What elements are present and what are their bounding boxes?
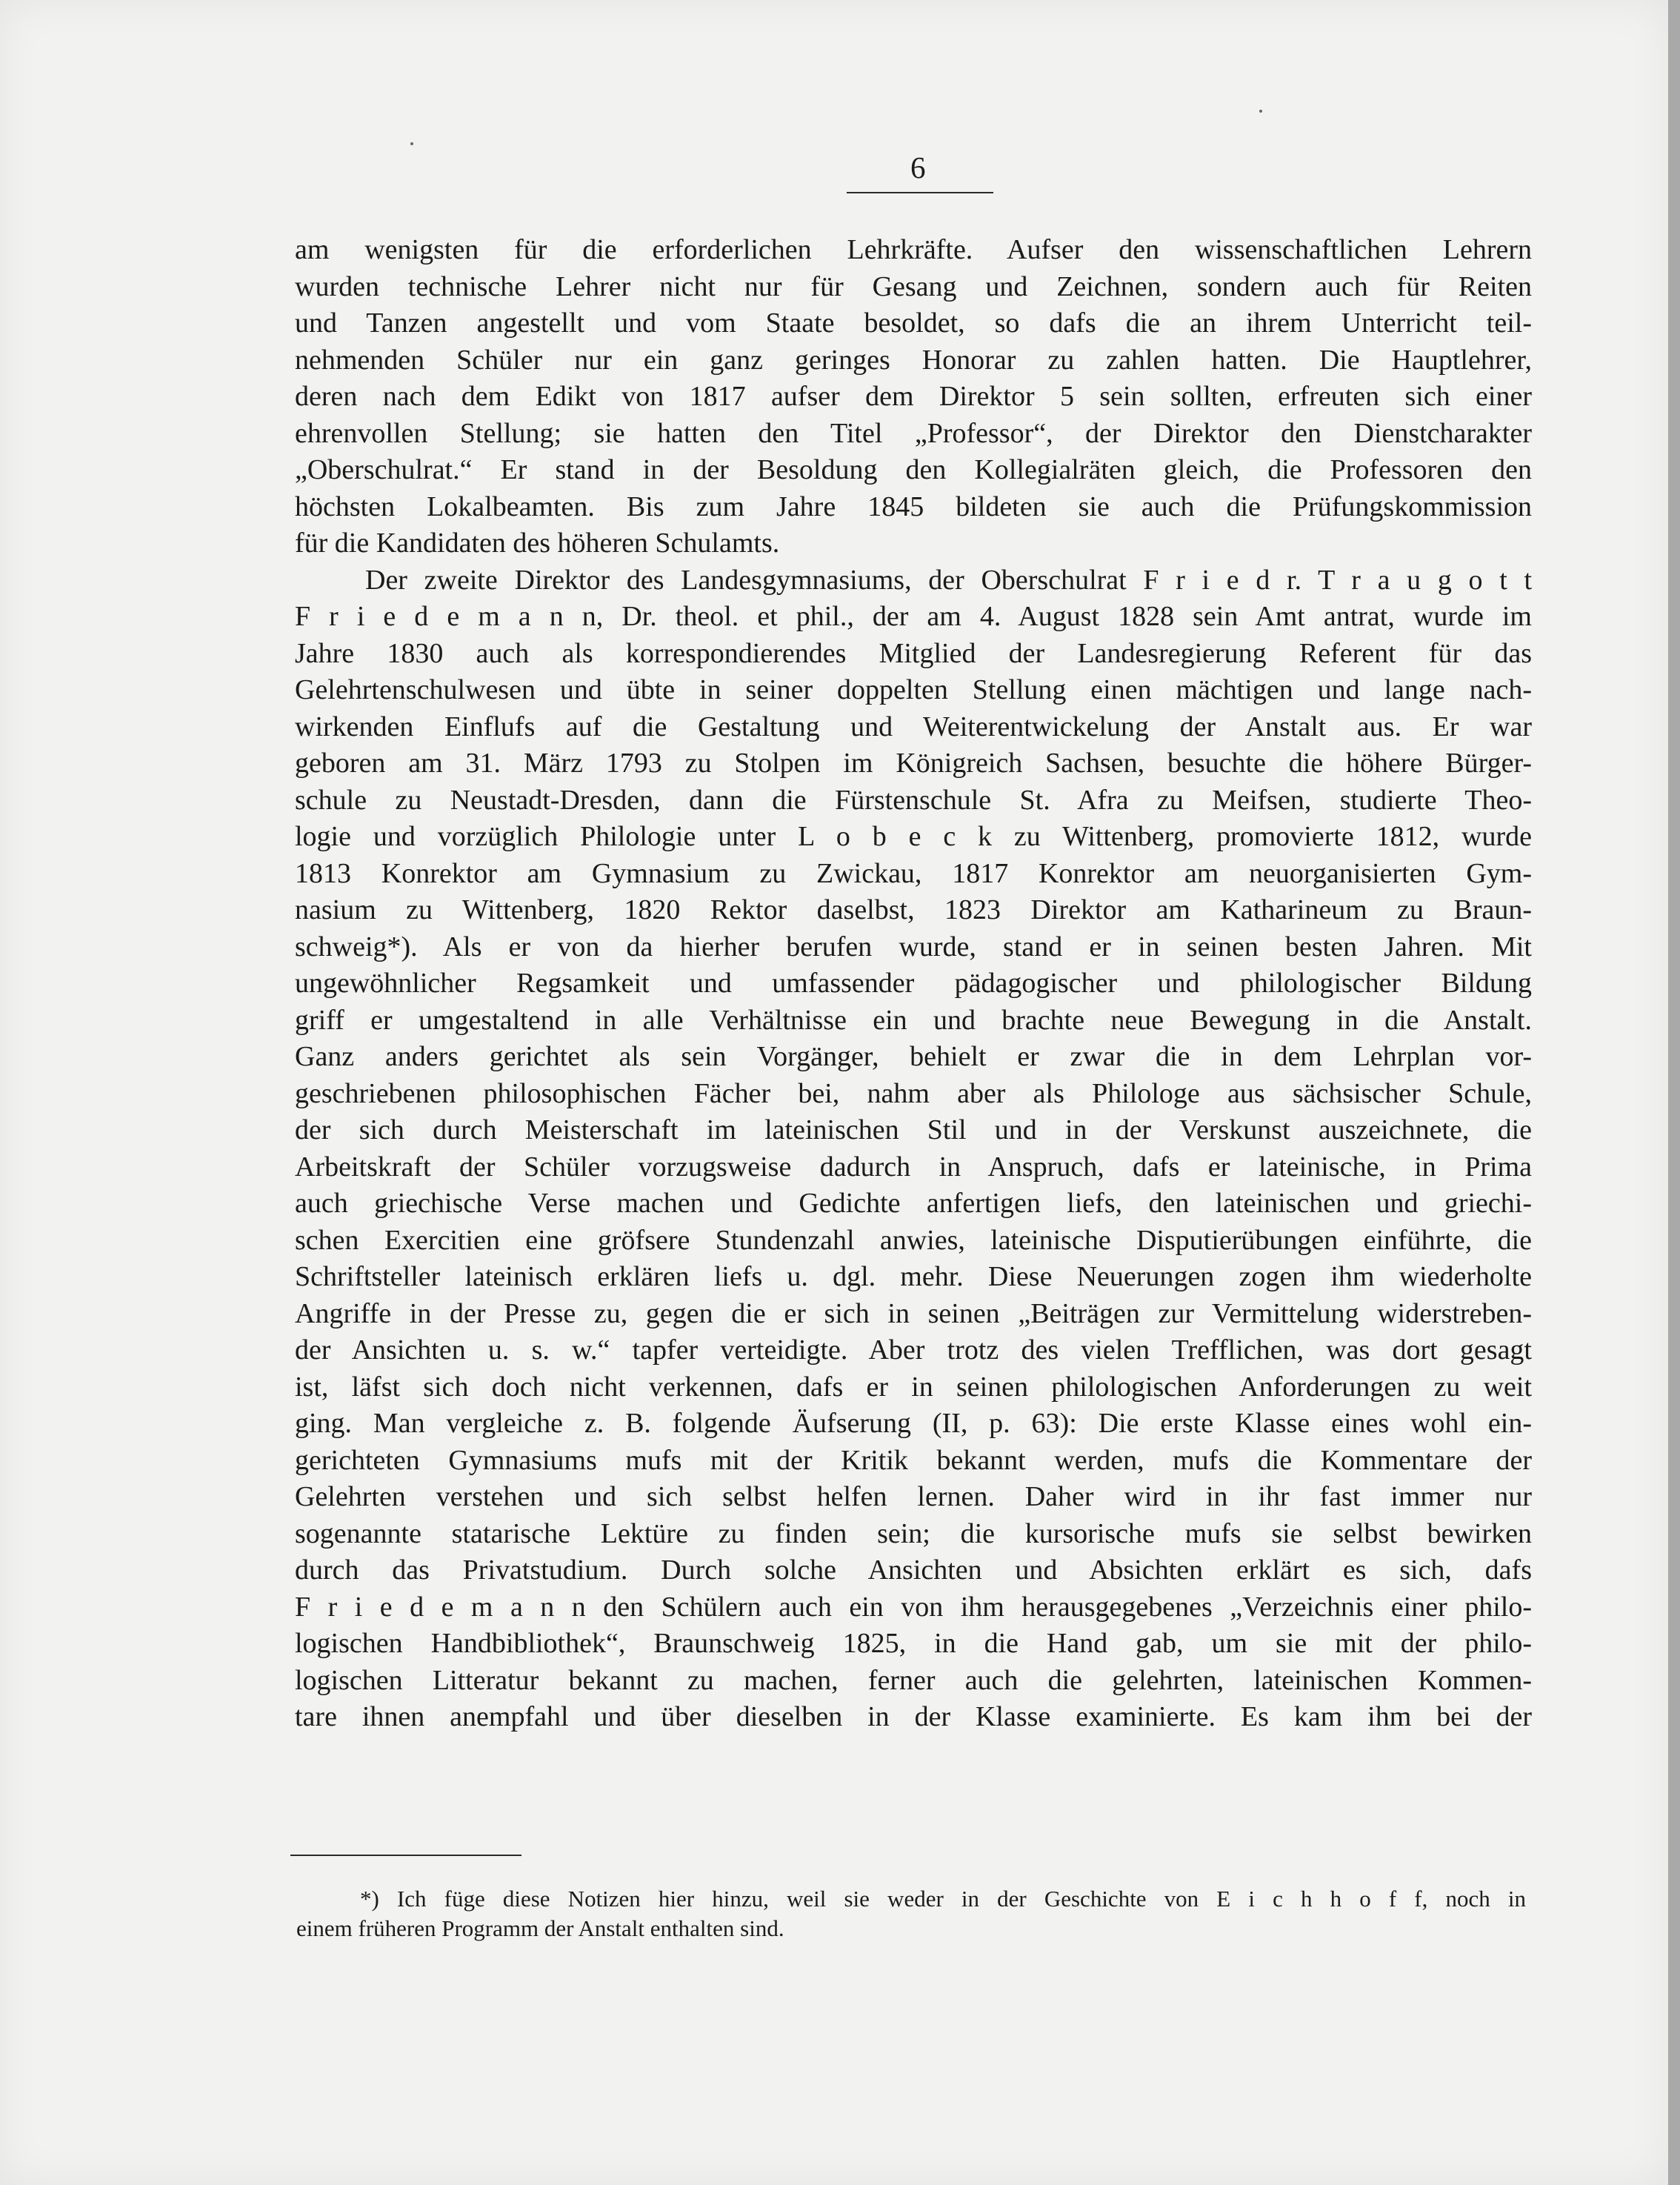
text-line: durch das Privatstudium. Durch solche Ansichten und Absichten erklärt es sich, dafs [295, 1554, 1532, 1586]
text-line: und Tanzen angestellt und vom Staate besoldet, so dafs die an ihrem Unterricht teil- [295, 307, 1532, 339]
text-line: Angriffe in der Presse zu, gegen die er sich in seinen „Beiträgen zur Vermittelung widerstreben- [295, 1297, 1532, 1329]
text-line: geschriebenen philosophischen Fächer bei, nahm aber als Philologe aus sächsischer Schule, [295, 1077, 1532, 1109]
text-line: nasium zu Wittenberg, 1820 Rektor daselbst, 1823 Direktor am Katharineum zu Braun- [295, 894, 1532, 925]
text-line: wirkenden Einflufs auf die Gestaltung und Weiterentwickelung der Anstalt aus. Er war [295, 711, 1532, 742]
text-line: logie und vorzüglich Philologie unter L o b e c k zu Wittenberg, promovierte 1812, wurde [295, 821, 1532, 852]
text-line: nehmenden Schüler nur ein ganz geringes Honorar zu zahlen hatten. Die Hauptlehrer, [295, 344, 1532, 376]
text-line: gerichteten Gymnasiums mufs mit der Kritik bekannt werden, mufs die Kommentare der [295, 1444, 1532, 1476]
text-line: griff er umgestaltend in alle Verhältnisse ein und brachte neue Bewegung in die Anstalt. [295, 1004, 1532, 1036]
text-line: logischen Handbibliothek“, Braunschweig 1825, in die Hand gab, um sie mit der philo- [295, 1628, 1532, 1659]
text-line: ungewöhnlicher Regsamkeit und umfassender pädagogischer und philologischer Bildung [295, 968, 1532, 999]
text-line: ist, läfst sich doch nicht verkennen, dafs er in seinen philologischen Anforderungen zu weit [295, 1371, 1532, 1403]
text-line: der Ansichten u. s. w.“ tapfer verteidigte. Aber trotz des vielen Trefflichen, was dort gesagt [295, 1334, 1532, 1366]
text-line: Gelehrten verstehen und sich selbst helfen lernen. Daher wird in ihr fast immer nur [295, 1481, 1532, 1512]
footnote [296, 1884, 1526, 1943]
text-line: ehrenvollen Stellung; sie hatten den Titel „Professor“, der Direktor den Dienstcharakter [295, 417, 1532, 449]
page-number-rule [847, 192, 993, 193]
scan-edge [1668, 0, 1680, 2185]
text-line: Schriftsteller lateinisch erklären liefs u. dgl. mehr. Diese Neuerungen zogen ihm wiederholte [295, 1261, 1532, 1292]
text-line: deren nach dem Edikt von 1817 aufser dem Direktor 5 sein sollten, erfreuten sich einer [295, 381, 1532, 412]
text-line: logischen Litteratur bekannt zu machen, ferner auch die gelehrten, lateinischen Kommen- [295, 1664, 1532, 1696]
page-number: 6 [910, 150, 926, 184]
text-line: tare ihnen anempfahl und über dieselben in der Klasse examinierte. Es kam ihm bei der [295, 1701, 1532, 1732]
text-line: Arbeitskraft der Schüler vorzugsweise dadurch in Anspruch, dafs er lateinische, in Prima [295, 1151, 1532, 1183]
text-line: Ganz anders gerichtet als sein Vorgänger, behielt er zwar die in dem Lehrplan vor- [295, 1041, 1532, 1072]
text-line: Jahre 1830 auch als korrespondierendes Mitglied der Landesregierung Referent für das [295, 637, 1532, 669]
text-line: „Oberschulrat.“ Er stand in der Besoldung den Kollegialräten gleich, die Professoren den [295, 454, 1532, 485]
text-line: wurden technische Lehrer nicht nur für Gesang und Zeichnen, sondern auch für Reiten [295, 270, 1532, 302]
text-line: ging. Man vergleiche z. B. folgende Äufserung (II, p. 63): Die erste Klasse eines wohl ein- [295, 1408, 1532, 1439]
body-text [295, 232, 1532, 1736]
footnote-rule [290, 1855, 521, 1856]
print-speck [1259, 110, 1262, 113]
print-speck [410, 142, 413, 145]
text-line: geboren am 31. März 1793 zu Stolpen im Königreich Sachsen, besuchte die höhere Bürger- [295, 748, 1532, 779]
text-line: für die Kandidaten des höheren Schulamts. [295, 528, 780, 559]
text-line: 1813 Konrektor am Gymnasium zu Zwickau, 1817 Konrektor am neuorganisierten Gym- [295, 857, 1532, 889]
paragraph-start-line: Der zweite Direktor des Landesgymnasiums, der Oberschulrat F r i e d r. T r a u g o t t [365, 564, 1532, 596]
text-line: F r i e d e m a n n, Dr. theol. et phil., der am 4. August 1828 sein Amt antrat, wurde im [295, 601, 1532, 632]
text-line: schweig*). Als er von da hierher berufen wurde, stand er in seinen besten Jahren. Mit [295, 931, 1532, 962]
footnote-line: einem früheren Programm der Anstalt enthalten sind. [296, 1915, 784, 1941]
text-line: schen Exercitien eine gröfsere Stundenzahl anwies, lateinische Disputierübungen einführte, die [295, 1224, 1532, 1256]
text-line: höchsten Lokalbeamten. Bis zum Jahre 1845 bildeten sie auch die Prüfungskommission [295, 490, 1532, 522]
text-line: sogenannte statarische Lektüre zu finden sein; die kursorische mufs sie selbst bewirken [295, 1517, 1532, 1549]
text-line: F r i e d e m a n n den Schülern auch ein von ihm herausgegebenes „Verzeichnis einer philo- [295, 1591, 1532, 1623]
text-line: auch griechische Verse machen und Gedichte anfertigen liefs, den lateinischen und griechi- [295, 1188, 1532, 1219]
text-line: der sich durch Meisterschaft im lateinischen Stil und in der Verskunst auszeichnete, die [295, 1114, 1532, 1145]
text-line: Gelehrtenschulwesen und übte in seiner doppelten Stellung einen mächtigen und lange nach- [295, 674, 1532, 705]
text-line: am wenigsten für die erforderlichen Lehrkräfte. Aufser den wissenschaftlichen Lehrern [295, 234, 1532, 265]
footnote-line: *) Ich füge diese Notizen hier hinzu, weil sie weder in der Geschichte von E i c h h o f f, noch in [360, 1886, 1526, 1912]
text-line: schule zu Neustadt-Dresden, dann die Fürstenschule St. Afra zu Meifsen, studierte Theo- [295, 784, 1532, 816]
